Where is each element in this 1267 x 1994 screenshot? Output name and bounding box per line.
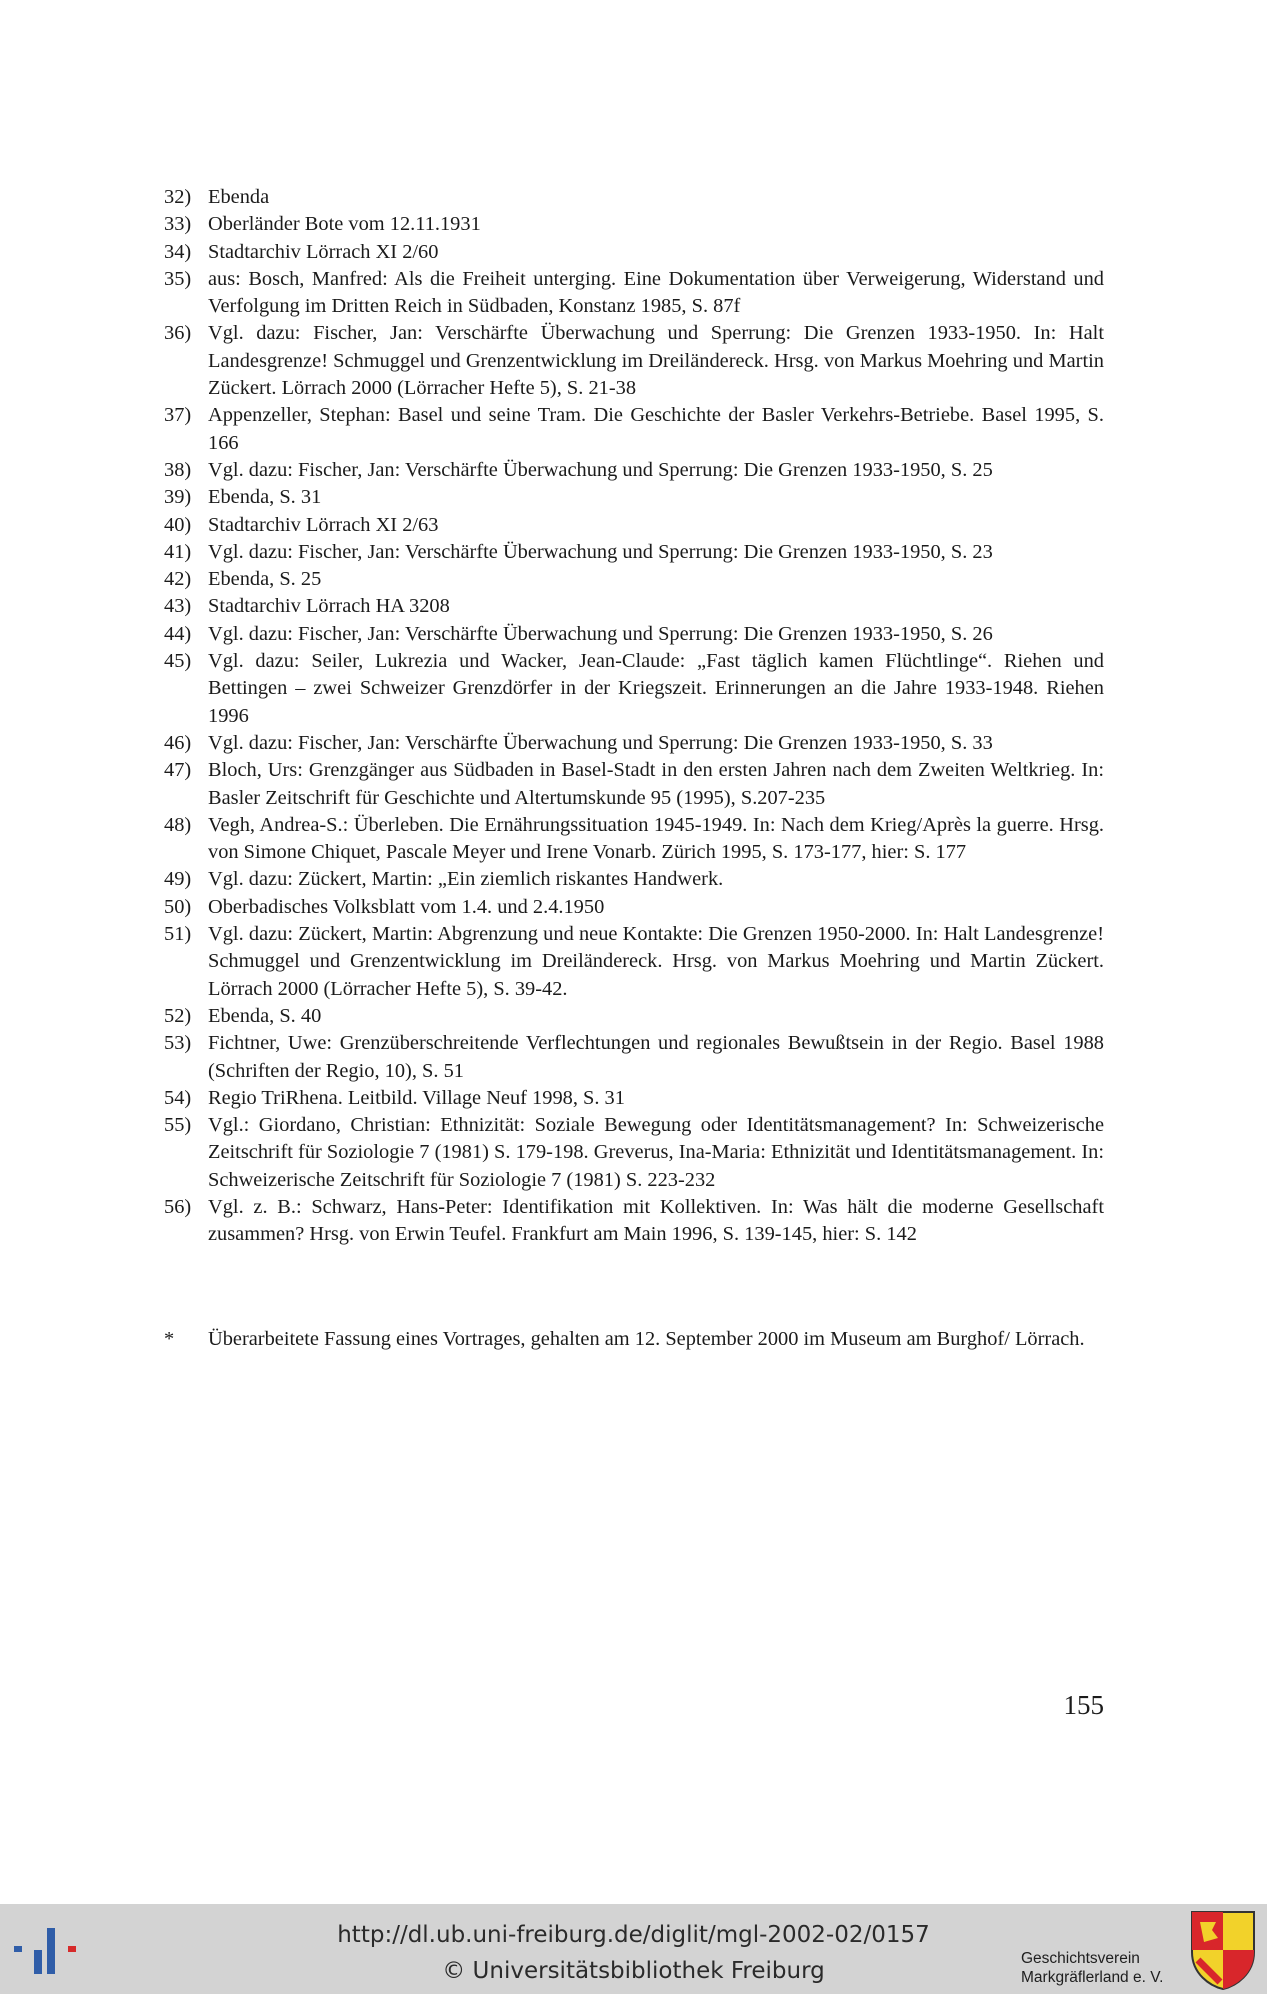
footnote-number: 38) xyxy=(164,458,192,481)
footnote-text: Vgl. dazu: Fischer, Jan: Verschärfte Überwachung und Sperrung: Die Grenzen 1933-1950, S. 25 xyxy=(208,458,993,481)
permalink-url[interactable]: http://dl.ub.uni-freiburg.de/diglit/mgl-2002-02/0157 xyxy=(337,1922,930,1948)
footnote-number: 50) xyxy=(164,895,192,918)
footnote-number: 41) xyxy=(164,540,192,563)
footnote-number: 33) xyxy=(164,213,192,236)
footnote-number: 46) xyxy=(164,731,192,754)
footnote xyxy=(164,211,1104,238)
footnote-text: Appenzeller, Stephan: Basel und seine Tram. Die Geschichte der Basler Verkehrs-Betriebe. Basel 1995, S. 166 xyxy=(208,404,1104,454)
footnote-text: Oberbadisches Volksblatt vom 1.4. und 2.4.1950 xyxy=(208,895,605,918)
footnote-text: Ebenda, S. 40 xyxy=(208,1004,322,1027)
footnote xyxy=(164,457,1104,484)
footnote xyxy=(164,239,1104,266)
footnote-number: 52) xyxy=(164,1004,192,1027)
footnote xyxy=(164,894,1104,921)
footnote-text: Bloch, Urs: Grenzgänger aus Südbaden in Basel-Stadt in den ersten Jahren nach dem Zweiten Weltkrieg. In: Basler Zeitschrift für Geschichte und Altertumskunde 95 (1995), S.207-235 xyxy=(208,759,1104,809)
footnote-number: 35) xyxy=(164,267,192,290)
footnote xyxy=(164,184,1104,211)
footnote-text: Ebenda, S. 31 xyxy=(208,486,322,509)
footnote-number: 51) xyxy=(164,923,192,946)
footnote-text: Stadtarchiv Lörrach XI 2/60 xyxy=(208,240,439,263)
footnote-text: Stadtarchiv Lörrach XI 2/63 xyxy=(208,513,439,536)
footnote-number: 47) xyxy=(164,759,192,782)
footnote-number: 36) xyxy=(164,322,192,345)
coat-of-arms-icon xyxy=(1190,1910,1256,1990)
footnote-text: Vgl. dazu: Zückert, Martin: „Ein ziemlich riskantes Handwerk. xyxy=(208,868,724,891)
footnote xyxy=(164,539,1104,566)
footnote-text: Ebenda xyxy=(208,186,270,208)
footnote-text: Oberländer Bote vom 12.11.1931 xyxy=(208,213,481,236)
footnote xyxy=(164,566,1104,593)
footnote-text: Fichtner, Uwe: Grenzüberschreitende Verflechtungen und regionales Bewußtsein in der Regio. Basel 1988 (Schriften der Regio, 10), S. 51 xyxy=(208,1032,1104,1082)
footnote-number: 37) xyxy=(164,404,192,427)
footnote-number: 53) xyxy=(164,1032,192,1055)
footnote-number: 56) xyxy=(164,1195,192,1218)
footnote-number: 44) xyxy=(164,622,192,645)
footnote-text: Stadtarchiv Lörrach HA 3208 xyxy=(208,595,450,618)
author-note-marker: * xyxy=(164,1328,175,1350)
footnote-text: Regio TriRhena. Leitbild. Village Neuf 1998, S. 31 xyxy=(208,1086,625,1109)
footnote-number: 34) xyxy=(164,240,192,263)
society-name xyxy=(1021,1949,1163,1987)
footnote xyxy=(164,1112,1104,1194)
footnote-text: Vgl. dazu: Fischer, Jan: Verschärfte Überwachung und Sperrung: Die Grenzen 1933-1950, S. 33 xyxy=(208,731,993,754)
footnote-number: 55) xyxy=(164,1114,192,1137)
footnote-text: Vgl. dazu: Seiler, Lukrezia und Wacker, Jean-Claude: „Fast täglich kamen Flüchtlinge“. Riehen und Bettingen – zwei Schweizer Grenzdörfer in der Kriegszeit. Erinnerungen an die Jahre 1933-1948. Riehen 1996 xyxy=(208,650,1104,727)
footnote-number: 49) xyxy=(164,868,192,891)
footnote-text: Vgl. dazu: Zückert, Martin: Abgrenzung und neue Kontakte: Die Grenzen 1950-2000. In: Halt Landesgrenze! Schmuggel und Grenzentwicklung im Dreiländereck. Hrsg. von Markus Moehring und Martin Zückert. Lörrach 2000 (Lörracher Hefte 5), S. 39-42. xyxy=(208,923,1104,1000)
footnote-text: Vegh, Andrea-S.: Überleben. Die Ernährungssituation 1945-1949. In: Nach dem Krieg/Après la guerre. Hrsg. von Simone Chiquet, Pascale Meyer und Irene Vonarb. Zürich 1995, S. 173-177, hier: S. 177 xyxy=(208,813,1104,864)
author-note-text: Überarbeitete Fassung eines Vortrages, gehalten am 12. September 2000 im Museum am Burghof/ Lörrach. xyxy=(208,1328,1085,1350)
footnote-number: 45) xyxy=(164,650,192,673)
footnote-number: 40) xyxy=(164,513,192,536)
footnote-number: 43) xyxy=(164,595,192,618)
footnote xyxy=(164,402,1104,457)
footnote-list xyxy=(164,184,1104,1249)
footnote-text: Vgl. dazu: Fischer, Jan: Verschärfte Überwachung und Sperrung: Die Grenzen 1933-1950. In: Halt Landesgrenze! Schmuggel und Grenzentwicklung im Dreiländereck. Hrsg. von Markus Moehring und Martin Zückert. Lörrach 2000 (Lörracher Hefte 5), S. 21-38 xyxy=(208,322,1104,400)
footnote-text: Vgl.: Giordano, Christian: Ethnizität: Soziale Bewegung oder Identitätsmanagement? In: Schweizerische Zeitschrift für Soziologie 7 (1981) S. 179-198. Greverus, Ina-Maria: Ethnizität und Identitätsmanagement. In: Schweizerische Zeitschrift für Soziologie 7 (1981) S. 223-232 xyxy=(208,1114,1104,1191)
footnote xyxy=(164,266,1104,321)
footnote-text: Vgl. z. B.: Schwarz, Hans-Peter: Identifikation mit Kollektiven. In: Was hält die moderne Gesellschaft zusammen? Hrsg. von Erwin Teufel. Frankfurt am Main 1996, S. 139-145, hier: S. 142 xyxy=(208,1195,1104,1246)
footnote xyxy=(164,921,1104,1003)
footnote xyxy=(164,1030,1104,1085)
footnote xyxy=(164,812,1104,867)
footnote xyxy=(164,320,1104,402)
footnote-text: Vgl. dazu: Fischer, Jan: Verschärfte Überwachung und Sperrung: Die Grenzen 1933-1950, S. 23 xyxy=(208,540,993,563)
author-note xyxy=(164,1326,1104,1353)
copyright-notice: © Universitätsbibliothek Freiburg xyxy=(442,1958,825,1984)
footnote-number: 48) xyxy=(164,813,192,836)
footnote-number: 54) xyxy=(164,1086,192,1109)
footnote-text: Vgl. dazu: Fischer, Jan: Verschärfte Überwachung und Sperrung: Die Grenzen 1933-1950, S. 26 xyxy=(208,622,993,645)
footnote-number: 39) xyxy=(164,486,192,509)
footnote-number: 42) xyxy=(164,568,192,591)
society-name-line2: Markgräflerland e. V. xyxy=(1021,1969,1164,1986)
footnote xyxy=(164,730,1104,757)
footnote xyxy=(164,866,1104,893)
footnote xyxy=(164,1194,1104,1249)
footnote-number: 32) xyxy=(164,186,192,208)
viewer-footer xyxy=(0,1904,1267,1994)
footnote xyxy=(164,484,1104,511)
page-number: 155 xyxy=(1063,1690,1104,1720)
footnote-text: Ebenda, S. 25 xyxy=(208,568,322,591)
footnote xyxy=(164,1085,1104,1112)
footnote xyxy=(164,512,1104,539)
footnote xyxy=(164,621,1104,648)
footnote xyxy=(164,593,1104,620)
society-name-line1: Geschichtsverein xyxy=(1021,1950,1140,1967)
footnote-text: aus: Bosch, Manfred: Als die Freiheit unterging. Eine Dokumentation über Verweigerung, Widerstand und Verfolgung im Dritten Reich in Südbaden, Konstanz 1985, S. 87f xyxy=(208,267,1104,318)
footnote xyxy=(164,1003,1104,1030)
footnote xyxy=(164,648,1104,730)
footnote xyxy=(164,757,1104,812)
